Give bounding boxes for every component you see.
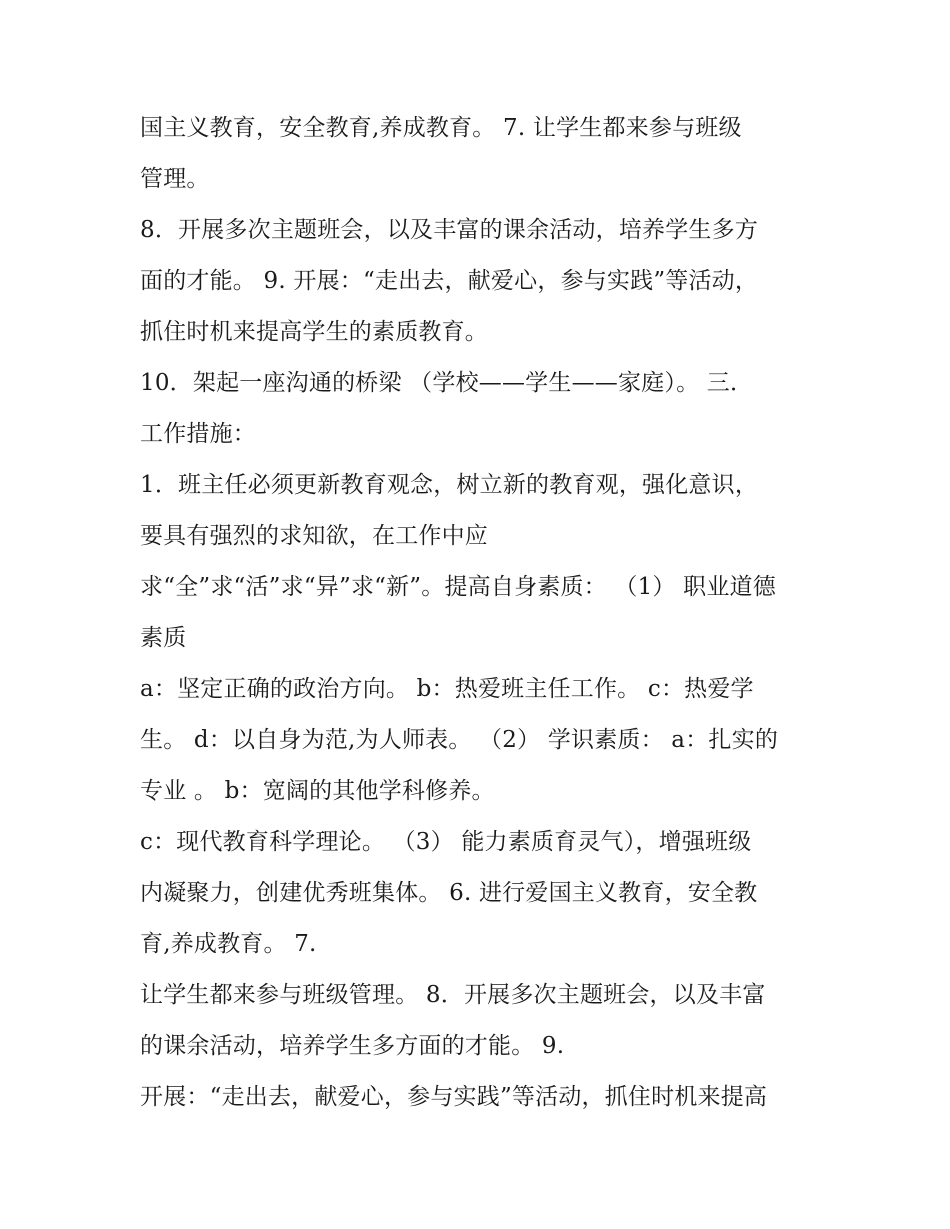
text-line: 求“全”求“活”求“异”求“新”。提高自身素质： （1） 职业道德 xyxy=(140,574,776,600)
text-line: 内凝聚力，创建优秀班集体。 6. 进行爱国主义教育，安全教 xyxy=(140,880,758,906)
body-text xyxy=(140,103,830,1123)
text-line: 让学生都来参与班级管理。 8．开展多次主题班会，以及丰富 xyxy=(140,982,766,1008)
text-line: 开展：“走出去，献爱心，参与实践”等活动，抓住时机来提高 xyxy=(140,1084,768,1110)
text-line: 管理。 xyxy=(140,166,210,192)
text-line: 面的才能。 9. 开展：“走出去，献爱心，参与实践”等活动， xyxy=(140,268,759,294)
text-line: 1．班主任必须更新教育观念，树立新的教育观，强化意识， xyxy=(140,472,759,498)
text-line: 素质 xyxy=(140,625,187,651)
text-line: c：现代教育科学理论。 （3） 能力素质育灵气），增强班级 xyxy=(140,829,752,855)
text-line: 的课余活动，培养学生多方面的才能。 9. xyxy=(140,1033,565,1059)
text-line: 8．开展多次主题班会，以及丰富的课余活动，培养学生多方 xyxy=(140,217,759,243)
text-line: 10．架起一座沟通的桥梁 （学校——学生——家庭）。 三． xyxy=(140,370,754,396)
text-line: 工作措施： xyxy=(140,421,256,447)
text-line: 抓住时机来提高学生的素质教育。 xyxy=(140,319,488,345)
text-line: 育,养成教育。 7. xyxy=(140,931,317,957)
text-line: a：坚定正确的政治方向。 b：热爱班主任工作。 c：热爱学 xyxy=(140,676,754,702)
text-line: 专业 。 b：宽阔的其他学科修养。 xyxy=(140,778,495,804)
text-line: 要具有强烈的求知欲，在工作中应 xyxy=(140,523,488,549)
text-line: 生。 d：以自身为范,为人师表。 （2） 学识素质： a：扎实的 xyxy=(140,727,779,753)
text-line: 国主义教育，安全教育,养成教育。 7. 让学生都来参与班级 xyxy=(140,115,742,141)
